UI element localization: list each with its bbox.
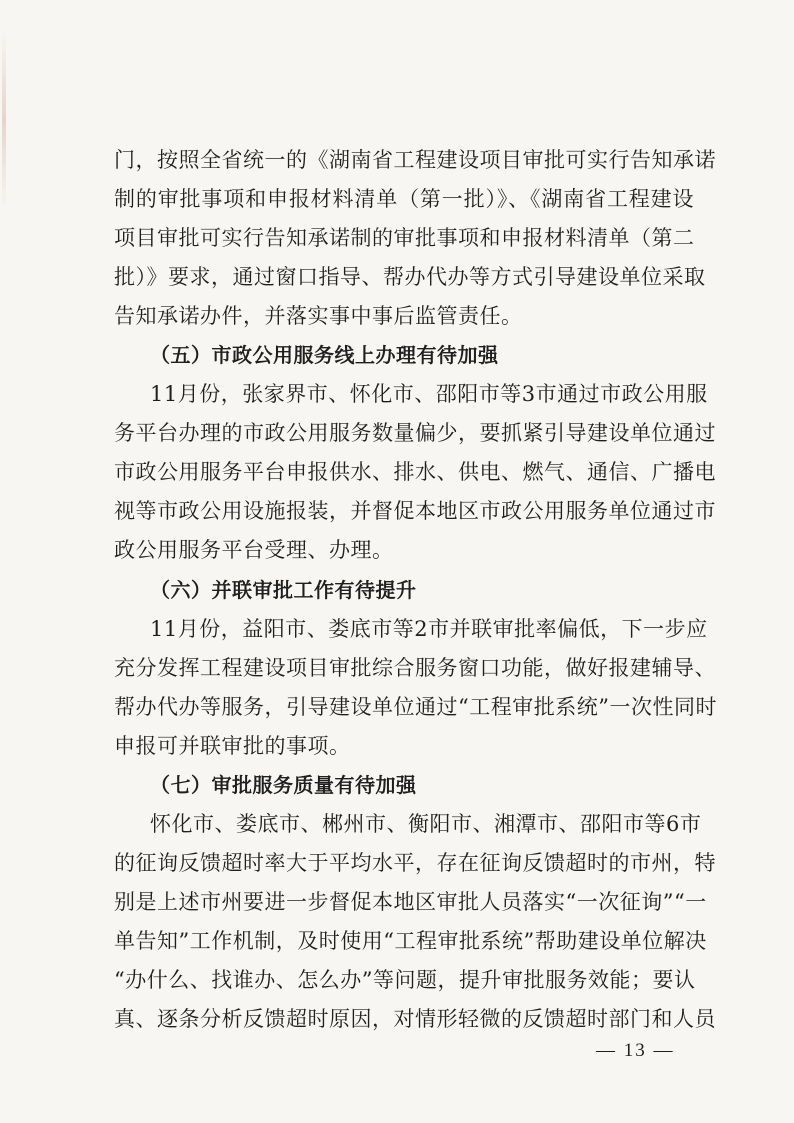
body-text-line: 政公用服务平台受理、办理。 xyxy=(114,538,394,562)
body-text-line: 11月份，益阳市、娄底市等2市并联审批率偏低，下一步应 xyxy=(150,617,708,641)
body-text-line: 批）》要求，通过窗口指导、帮办代办等方式引导建设单位采取 xyxy=(114,265,706,289)
body-text-line: 怀化市、娄底市、郴州市、衡阳市、湘潭市、邵阳市等6市 xyxy=(150,812,702,836)
body-text-line: 门，按照全省统一的《湖南省工程建设项目审批可实行告知承诺 xyxy=(114,148,716,172)
body-text-line: 单告知”工作机制，及时使用“工程审批系统”帮助建设单位解决 xyxy=(114,929,707,953)
body-text-line: 市政公用服务平台申报供水、排水、供电、燃气、通信、广播电 xyxy=(114,460,716,484)
body-text-line: 务平台办理的市政公用服务数量偏少，要抓紧引导建设单位通过 xyxy=(114,421,716,445)
section-heading-7: （七）审批服务质量有待加强 xyxy=(150,773,417,797)
page-number: — 13 — xyxy=(596,1040,675,1061)
section-heading-5: （五）市政公用服务线上办理有待加强 xyxy=(150,343,499,367)
body-text-line: 申报可并联审批的事项。 xyxy=(114,734,351,758)
body-text-line: “办什么、找谁办、怎么办”等问题，提升审批服务效能；要认 xyxy=(114,968,696,992)
body-text-line: 告知承诺办件，并落实事中事后监管责任。 xyxy=(114,304,523,328)
body-text-line: 视等市政公用设施报装，并督促本地区市政公用服务单位通过市 xyxy=(114,499,716,523)
section-heading-6: （六）并联审批工作有待提升 xyxy=(150,578,417,602)
body-text-line: 真、逐条分析反馈超时原因，对情形轻微的反馈超时部门和人员 xyxy=(114,1007,716,1031)
body-text-line: 项目审批可实行告知承诺制的审批事项和申报材料清单（第二 xyxy=(114,226,695,250)
body-text-line: 帮办代办等服务，引导建设单位通过“工程审批系统”一次性同时 xyxy=(114,695,717,719)
body-text-line: 制的审批事项和申报材料清单（第一批）》、《湖南省工程建设 xyxy=(114,187,694,211)
scan-edge-mark xyxy=(2,30,6,210)
body-text-line: 别是上述市州要进一步督促本地区审批人员落实“一次征询”“一 xyxy=(114,890,707,914)
body-text-line: 11月份，张家界市、怀化市、邵阳市等3市通过市政公用服 xyxy=(150,382,708,406)
body-text-line: 充分发挥工程建设项目审批综合服务窗口功能，做好报建辅导、 xyxy=(114,656,716,680)
body-text-line: 的征询反馈超时率大于平均水平，存在征询反馈超时的市州，特 xyxy=(114,851,716,875)
